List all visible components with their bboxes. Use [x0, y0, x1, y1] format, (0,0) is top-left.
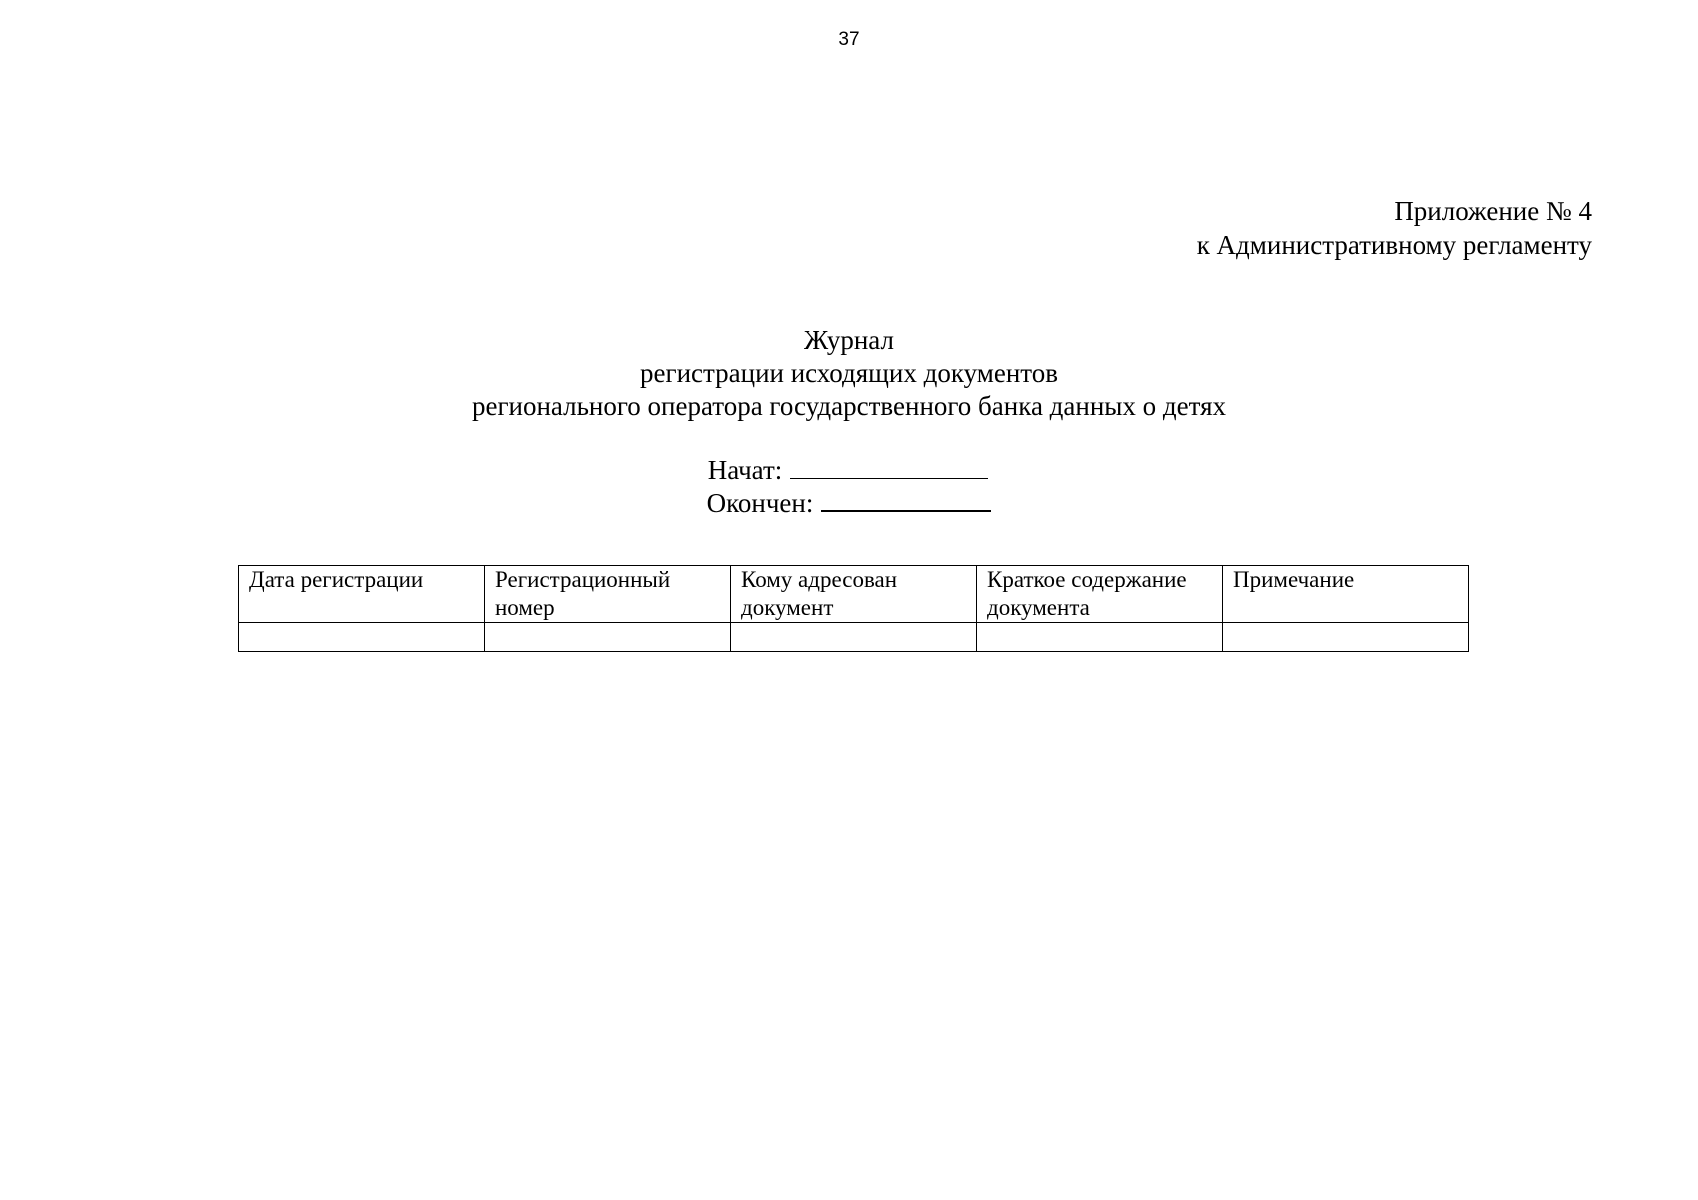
table-cell — [485, 623, 731, 652]
header-note: Примечание — [1223, 566, 1469, 623]
page-number: 37 — [838, 29, 860, 50]
started-label: Начат: — [707, 455, 783, 485]
table-cell — [731, 623, 977, 652]
registration-table — [238, 565, 1469, 652]
finished-date-line — [821, 488, 991, 512]
started-date-line — [790, 456, 988, 479]
header-summary: Краткое содержание документа — [977, 566, 1223, 623]
finished-label: Окончен: — [706, 488, 814, 518]
table-cell — [1223, 623, 1469, 652]
document-title — [0, 324, 1698, 423]
appendix-number: Приложение № 4 — [1394, 196, 1592, 226]
appendix-reference — [1197, 194, 1592, 262]
table-row — [239, 623, 1469, 652]
table-cell — [977, 623, 1223, 652]
appendix-regulation: к Административному регламенту — [1196, 230, 1592, 260]
table-header-row — [239, 566, 1469, 623]
title-line-1: Журнал — [803, 325, 895, 355]
finished-row — [0, 487, 1698, 520]
table-cell — [239, 623, 485, 652]
header-registration-date: Дата регистрации — [239, 566, 485, 623]
header-addressee: Кому адресован документ — [731, 566, 977, 623]
title-line-3: регионального оператора государственного банка данных о детях — [471, 391, 1227, 421]
started-row — [0, 454, 1698, 487]
journal-dates — [0, 454, 1698, 520]
title-line-2: регистрации исходящих документов — [640, 358, 1058, 388]
header-registration-number: Регистрационный номер — [485, 566, 731, 623]
